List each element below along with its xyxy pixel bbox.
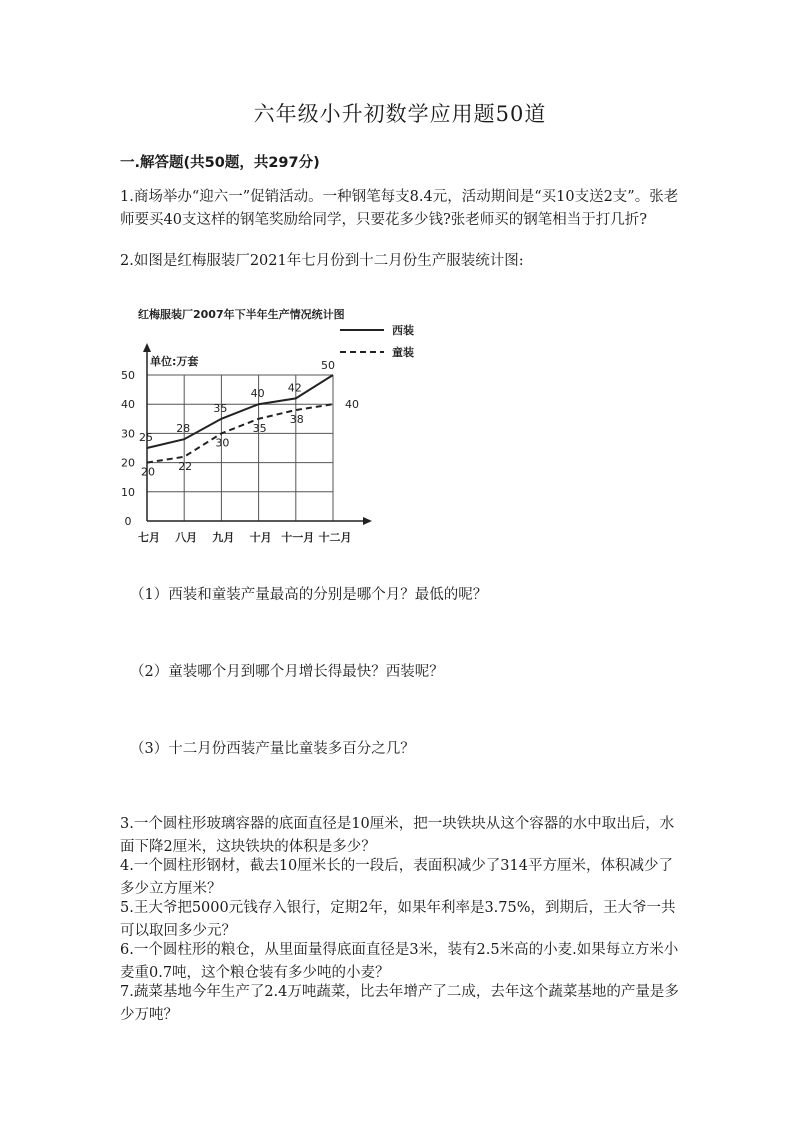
question-3: 3.一个圆柱形玻璃容器的底面直径是10厘米，把一块铁块从这个容器的水中取出后，水面下降2厘米，这块铁块的体积是多少？ <box>120 816 675 855</box>
question-4: 4.一个圆柱形钢材，截去10厘米长的一段后，表面积减少了314平方厘米，体积减少了多少立方厘米？ <box>120 858 673 897</box>
y-axis-arrow <box>143 343 151 352</box>
data-labels <box>139 359 359 479</box>
data-label: 30 <box>215 436 230 450</box>
x-tick-label: 九月 <box>212 531 235 544</box>
data-label: 40 <box>345 398 359 412</box>
x-tick-label: 十二月 <box>318 531 352 544</box>
page-title: 六年级小升初数学应用题50道 <box>253 102 547 126</box>
data-label: 28 <box>176 422 191 436</box>
x-axis-arrow <box>363 517 372 525</box>
section-heading: 一.解答题(共50题，共297分) <box>120 155 320 171</box>
question-2: 2.如图是红梅服装厂2021年七月份到十二月份生产服装统计图: <box>120 253 524 269</box>
y-tick-labels <box>121 369 135 528</box>
y-tick-label: 40 <box>121 398 135 412</box>
x-tick-label: 七月 <box>138 531 160 544</box>
chart-grid <box>147 375 333 521</box>
series-line-suits <box>147 375 333 448</box>
x-tick-label: 十一月 <box>281 531 315 544</box>
question-2-part-1: （1）西装和童装产量最高的分别是哪个月？最低的呢？ <box>130 587 488 603</box>
line-chart <box>118 302 414 552</box>
data-label: 25 <box>139 431 153 444</box>
x-tick-label: 八月 <box>175 531 198 544</box>
y-tick-label: 30 <box>121 427 135 441</box>
y-tick-label: 10 <box>121 485 135 499</box>
x-tick-label: 十月 <box>249 531 272 544</box>
legend-label-kidswear: 童装 <box>392 346 414 359</box>
question-5: 5.王大爷把5000元钱存入银行，定期2年，如果年利率是3.75%，到期后，王大爷一共可以取回多少元？ <box>120 900 676 939</box>
data-label: 20 <box>141 465 155 479</box>
y-tick-label: 50 <box>121 369 135 382</box>
chart-title: 红梅服装厂2007年下半年生产情况统计图 <box>138 308 345 321</box>
question-1: 1.商场举办“迎六一”促销活动。一种钢笔每支8.4元，活动期间是“买10支送2支”。张老师要买40支这样的钢笔奖励给同学，只要花多少钱?张老师买的钢笔相当于打几折? <box>120 189 679 228</box>
legend-label-suits: 西装 <box>392 324 414 337</box>
data-label: 22 <box>178 459 193 473</box>
data-label: 50 <box>321 359 335 372</box>
data-label: 42 <box>287 381 302 395</box>
y-tick-label: 0 <box>124 515 132 528</box>
data-label: 38 <box>289 413 304 427</box>
legend <box>340 323 414 359</box>
question-2-part-3: （3）十二月份西装产量比童装多百分之几？ <box>130 741 415 757</box>
series-lines <box>147 375 333 463</box>
question-2-part-2: （2）童装哪个月到哪个月增长得最快？西装呢？ <box>130 664 444 680</box>
data-label: 35 <box>213 401 228 415</box>
unit-label: 单位:万套 <box>150 355 199 368</box>
question-6: 6.一个圆柱形的粮仓，从里面量得底面直径是3米，装有2.5米高的小麦.如果每立方米小麦重0.7吨，这个粮仓装有多少吨的小麦？ <box>120 942 679 981</box>
y-tick-label: 20 <box>121 456 135 470</box>
data-label: 35 <box>252 421 267 435</box>
data-label: 40 <box>250 387 265 401</box>
question-7: 7.蔬菜基地今年生产了2.4万吨蔬菜，比去年增产了二成，去年这个蔬菜基地的产量是多少万吨？ <box>120 984 679 1023</box>
x-tick-labels <box>138 530 352 544</box>
